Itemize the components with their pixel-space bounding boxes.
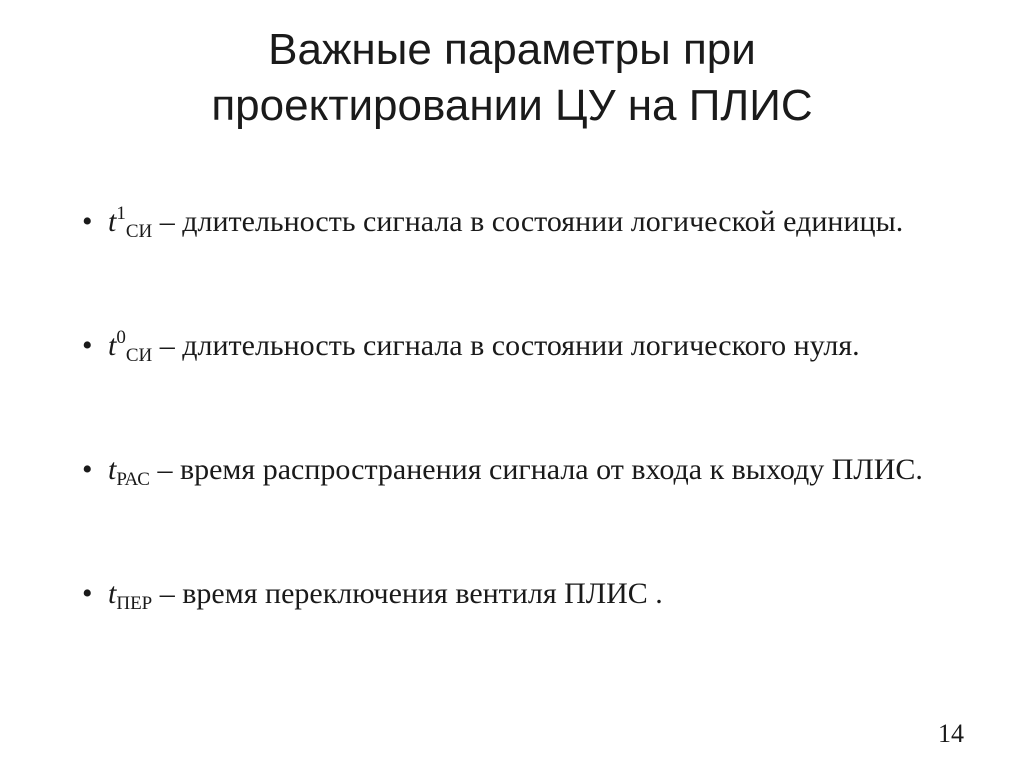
bullet-item-t-per bbox=[82, 574, 938, 614]
slide-title-line-2: проектировании ЦУ на ПЛИС bbox=[211, 81, 813, 130]
parameter-symbol: $t^1_{СИ}$ bbox=[108, 203, 153, 242]
bullet-item-t1-si bbox=[82, 202, 938, 282]
slide-title bbox=[0, 22, 1024, 134]
parameter-subscript: РАС bbox=[116, 469, 150, 490]
parameter-superscript: 1 bbox=[116, 203, 126, 224]
bullet-text: – длительность сигнала в состоянии логической единицы. bbox=[152, 205, 904, 238]
parameter-subscript: ПЕР bbox=[116, 593, 153, 614]
bullet-text: – время распространения сигнала от входа к выходу ПЛИС. bbox=[149, 453, 923, 486]
parameter-subscript: СИ bbox=[125, 345, 153, 366]
parameter-symbol: $t^0_{СИ}$ bbox=[108, 327, 153, 366]
parameter-symbol: $t_{ПЕР}$ bbox=[108, 577, 153, 614]
bullet-marker: • bbox=[82, 453, 93, 486]
bullet-marker: • bbox=[82, 329, 93, 362]
bullet-list bbox=[82, 202, 938, 614]
bullet-text: – длительность сигнала в состоянии логического нуля. bbox=[152, 329, 860, 362]
bullet-item-t-ras bbox=[82, 450, 938, 530]
bullet-marker: • bbox=[82, 577, 93, 610]
slide-title-line-1: Важные параметры при bbox=[268, 25, 756, 74]
page-number: 14 bbox=[938, 719, 964, 748]
bullet-marker: • bbox=[82, 205, 93, 238]
bullet-item-t0-si bbox=[82, 326, 938, 406]
parameter-symbol: $t_{РАС}$ bbox=[108, 453, 150, 490]
parameter-subscript: СИ bbox=[125, 221, 153, 242]
parameter-superscript: 0 bbox=[116, 327, 126, 348]
bullet-text: – время переключения вентиля ПЛИС . bbox=[152, 577, 663, 610]
